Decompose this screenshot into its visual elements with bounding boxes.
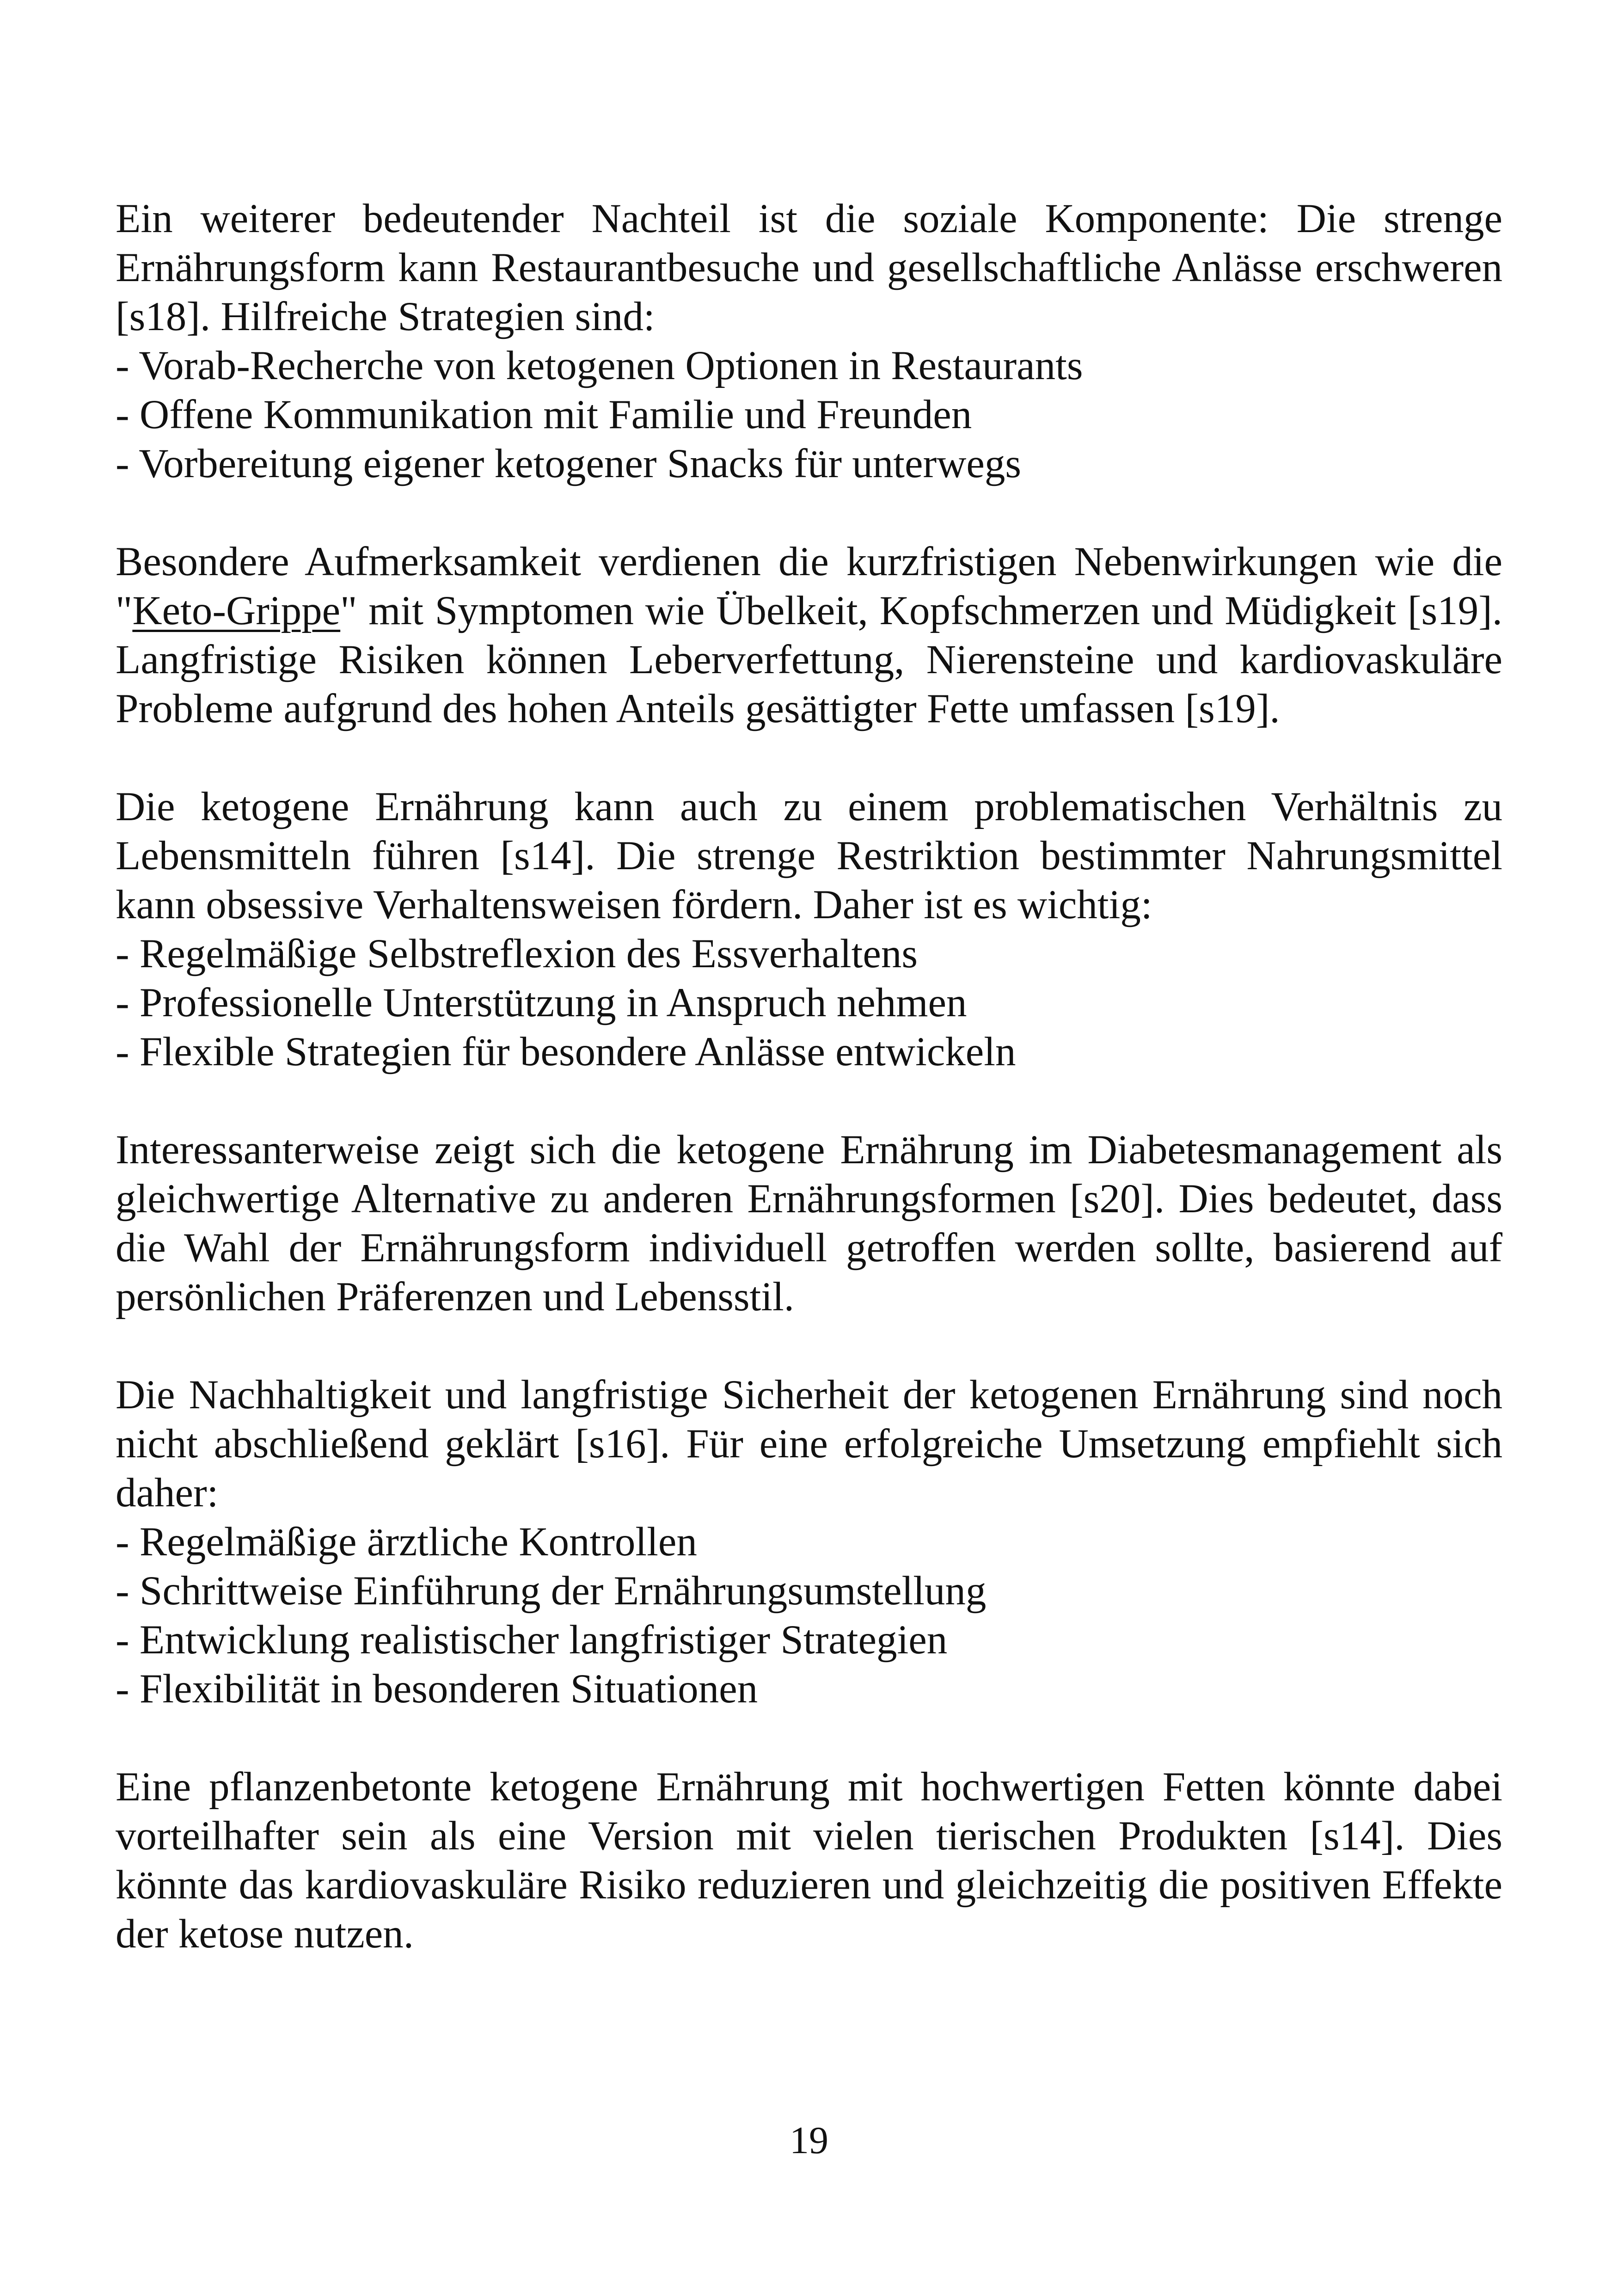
paragraph-text [116, 537, 1502, 733]
page-body [116, 194, 1502, 1958]
paragraph-text: Eine pflanzenbetonte ketogene Ernährung mit hochwertigen Fetten könnte dabei vorteilhafter sein als eine Version mit vielen tierischen Produkten [s14]. Dies könnte das kardiovaskuläre Risiko reduzieren und gleichzeitig die positiven Effekte der ketose nutzen. [116, 1764, 1502, 1957]
paragraph-sustainability [116, 1370, 1502, 1713]
page-number: 19 [790, 2119, 828, 2162]
list-item: - Regelmäßige ärztliche Kontrollen [116, 1519, 697, 1565]
list-item: - Regelmäßige Selbstreflexion des Essverhaltens [116, 931, 918, 976]
text-before-link: Besondere Aufmerksamkeit verdienen die kurzfristigen Nebenwirkungen wie die " [116, 539, 1502, 633]
paragraph-spacer [116, 1713, 1502, 1762]
list-item: - Vorab-Recherche von ketogenen Optionen in Restaurants [116, 343, 1083, 388]
paragraph-text: Ein weiterer bedeutender Nachteil ist die soziale Komponente: Die strenge Ernährungsform kann Restaurantbesuche und gesellschaftliche Anlässe erschweren [s18]. Hilfreiche Strategien sind: [116, 196, 1502, 339]
paragraph-food-relationship [116, 782, 1502, 1076]
list-item: - Professionelle Unterstützung in Anspruch nehmen [116, 980, 967, 1025]
keto-grippe-link[interactable]: Keto-Grippe [132, 588, 341, 633]
list-item: - Offene Kommunikation mit Familie und Freunden [116, 392, 972, 437]
paragraph-spacer [116, 733, 1502, 782]
paragraph-text: Die Nachhaltigkeit und langfristige Sicherheit der ketogenen Ernährung sind noch nicht abschließend geklärt [s16]. Für eine erfolgreiche Umsetzung empfiehlt sich daher: [116, 1372, 1502, 1516]
paragraph-social-component [116, 194, 1502, 488]
list-item: - Flexibilität in besonderen Situationen [116, 1666, 758, 1712]
paragraph-text: Interessanterweise zeigt sich die ketogene Ernährung im Diabetesmanagement als gleichwertige Alternative zu anderen Ernährungsformen [s20]. Dies bedeutet, dass die Wahl der Ernährungsform individuell getroffen werden sollte, basierend auf persönlichen Präferenzen und Lebensstil. [116, 1127, 1502, 1320]
paragraph-spacer [116, 488, 1502, 537]
paragraph-spacer [116, 1321, 1502, 1370]
paragraph-plant-based [116, 1762, 1502, 1958]
paragraph-text: Die ketogene Ernährung kann auch zu einem problematischen Verhältnis zu Lebensmitteln führen [s14]. Die strenge Restriktion bestimmter Nahrungsmittel kann obsessive Verhaltensweisen fördern. Daher ist es wichtig: [116, 784, 1502, 927]
paragraph-side-effects [116, 537, 1502, 733]
list-item: - Flexible Strategien für besondere Anlässe entwickeln [116, 1029, 1016, 1074]
paragraph-diabetes [116, 1125, 1502, 1321]
list-item: - Entwicklung realistischer langfristiger Strategien [116, 1617, 948, 1663]
text-after-link: " mit Symptomen wie Übelkeit, Kopfschmerzen und Müdigkeit [s19]. Langfristige Risiken können Leberverfettung, Nierensteine und kardiovaskuläre Probleme aufgrund des hohen Anteils gesättigter Fette umfassen [s19]. [116, 588, 1502, 731]
list-item: - Schrittweise Einführung der Ernährungsumstellung [116, 1568, 987, 1614]
list-item: - Vorbereitung eigener ketogener Snacks für unterwegs [116, 441, 1021, 486]
paragraph-spacer [116, 1076, 1502, 1125]
